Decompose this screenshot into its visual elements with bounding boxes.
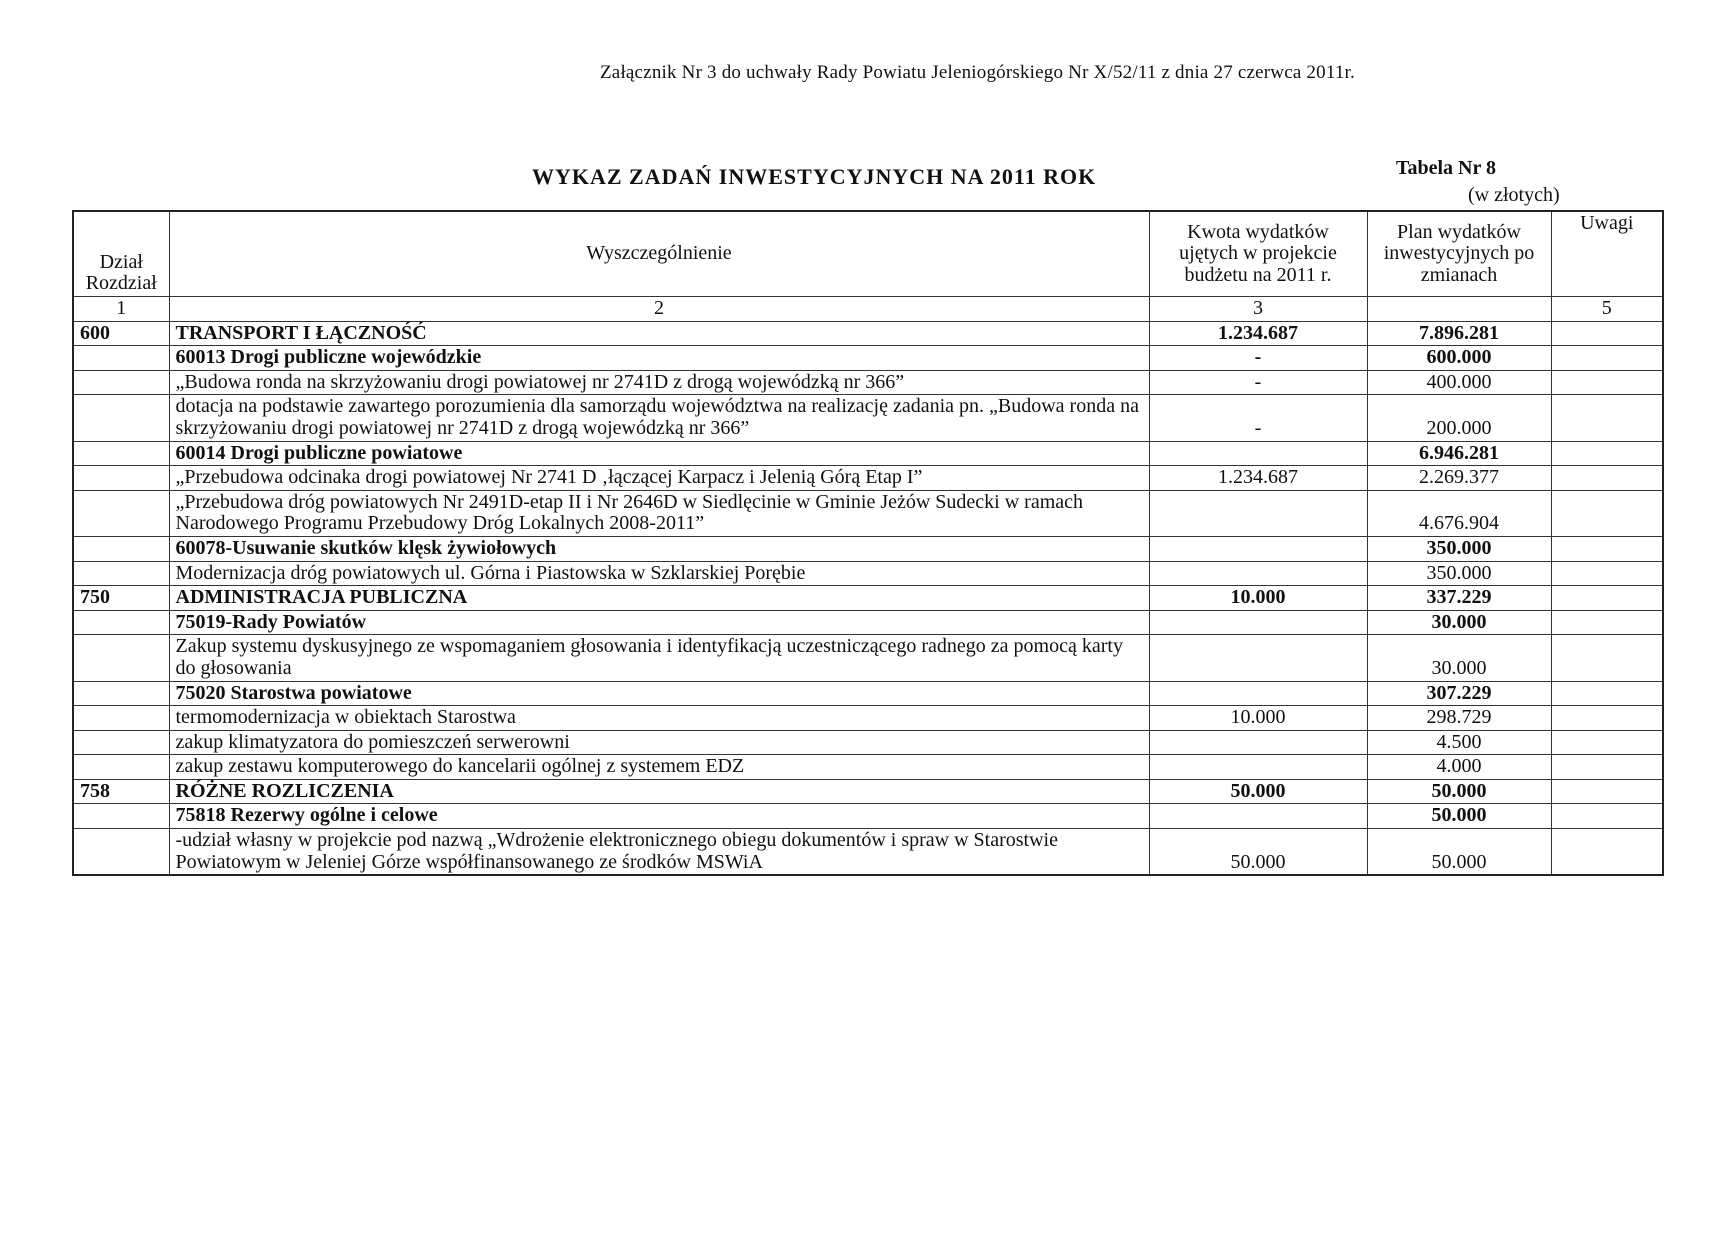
cell-dzial [73,706,169,731]
cell-plan: 4.500 [1367,730,1551,755]
currency-units: (w złotych) [1468,184,1560,206]
cell-dzial [73,681,169,706]
cell-uwagi [1551,706,1663,731]
cell-uwagi [1551,730,1663,755]
table-row [73,610,1663,635]
cell-plan: 50.000 [1367,804,1551,829]
header-dzial-rozdzial: Dział Rozdział [73,211,169,297]
cell-dzial [73,395,169,441]
cell-kwota: - [1149,370,1367,395]
cell-desc: 75818 Rezerwy ogólne i celowe [169,804,1149,829]
cell-uwagi [1551,395,1663,441]
header-plan-wydatkow: Plan wydatków inwestycyjnych po zmianach [1367,211,1551,297]
table-header-row [73,211,1663,297]
cell-plan: 7.896.281 [1367,321,1551,346]
cell-uwagi [1551,466,1663,491]
cell-desc: RÓŻNE ROZLICZENIA [169,779,1149,804]
cell-uwagi [1551,635,1663,681]
table-row [73,635,1663,681]
table-row [73,561,1663,586]
table-row [73,466,1663,491]
cell-dzial [73,610,169,635]
cell-uwagi [1551,346,1663,371]
cell-kwota [1149,610,1367,635]
cell-uwagi [1551,441,1663,466]
cell-dzial [73,346,169,371]
cell-uwagi [1551,610,1663,635]
cell-plan: 350.000 [1367,536,1551,561]
cell-kwota: 10.000 [1149,706,1367,731]
table-row [73,321,1663,346]
cell-uwagi [1551,681,1663,706]
column-number-4 [1367,297,1551,322]
cell-dzial [73,490,169,536]
cell-plan: 350.000 [1367,561,1551,586]
cell-desc: -udział własny w projekcie pod nazwą „Wdrożenie elektronicznego obiegu dokumentów i spraw w Starostwie Powiatowym w Jeleniej Górze współfinansowanego ze środków MSWiA [169,829,1149,876]
cell-desc: termomodernizacja w obiektach Starostwa [169,706,1149,731]
cell-dzial [73,441,169,466]
table-row [73,730,1663,755]
cell-plan: 30.000 [1367,610,1551,635]
cell-plan: 30.000 [1367,635,1551,681]
header-wyszczegolnienie: Wyszczególnienie [169,211,1149,297]
table-row [73,586,1663,611]
cell-uwagi [1551,561,1663,586]
cell-plan: 50.000 [1367,829,1551,876]
investment-table [72,210,1664,876]
cell-desc: 60078-Usuwanie skutków klęsk żywiołowych [169,536,1149,561]
cell-kwota: 10.000 [1149,586,1367,611]
cell-plan: 298.729 [1367,706,1551,731]
table-number: Tabela Nr 8 [1396,157,1497,179]
cell-desc: dotacja na podstawie zawartego porozumienia dla samorządu województwa na realizację zadania pn. „Budowa ronda na skrzyżowaniu drogi powiatowej nr 2741D z drogą wojewódzką nr 366” [169,395,1149,441]
cell-uwagi [1551,804,1663,829]
cell-dzial: 758 [73,779,169,804]
cell-dzial [73,466,169,491]
cell-desc: 60013 Drogi publiczne wojewódzkie [169,346,1149,371]
cell-kwota [1149,635,1367,681]
cell-dzial [73,561,169,586]
cell-desc: TRANSPORT I ŁĄCZNOŚĆ [169,321,1149,346]
cell-desc: zakup zestawu komputerowego do kancelarii ogólnej z systemem EDZ [169,755,1149,780]
header-kwota-wydatkow: Kwota wydatków ujętych w projekcie budżetu na 2011 r. [1149,211,1367,297]
table-row [73,490,1663,536]
table-row [73,706,1663,731]
cell-kwota: 1.234.687 [1149,466,1367,491]
cell-dzial [73,755,169,780]
cell-uwagi [1551,321,1663,346]
cell-desc: Zakup systemu dyskusyjnego ze wspomaganiem głosowania i identyfikacją uczestniczącego radnego za pomocą karty do głosowania [169,635,1149,681]
cell-desc: ADMINISTRACJA PUBLICZNA [169,586,1149,611]
cell-plan: 307.229 [1367,681,1551,706]
cell-plan: 50.000 [1367,779,1551,804]
cell-kwota: 50.000 [1149,779,1367,804]
cell-dzial [73,536,169,561]
cell-dzial [73,804,169,829]
document-title: WYKAZ ZADAŃ INWESTYCYJNYCH NA 2011 ROK [532,164,1097,189]
annex-reference: Załącznik Nr 3 do uchwały Rady Powiatu Jeleniogórskiego Nr X/52/11 z dnia 27 czerwca 2011r. [600,62,1355,83]
cell-plan: 337.229 [1367,586,1551,611]
cell-kwota [1149,755,1367,780]
header-uwagi: Uwagi [1551,211,1663,297]
cell-uwagi [1551,829,1663,876]
cell-desc: zakup klimatyzatora do pomieszczeń serwerowni [169,730,1149,755]
cell-desc: 75019-Rady Powiatów [169,610,1149,635]
cell-desc: 60014 Drogi publiczne powiatowe [169,441,1149,466]
cell-desc: „Przebudowa odcinaka drogi powiatowej Nr 2741 D ‚łączącej Karpacz i Jelenią Górą Etap I” [169,466,1149,491]
cell-kwota: - [1149,395,1367,441]
table-row [73,395,1663,441]
cell-uwagi [1551,755,1663,780]
cell-dzial [73,730,169,755]
cell-kwota [1149,681,1367,706]
cell-kwota [1149,536,1367,561]
cell-uwagi [1551,490,1663,536]
table-row [73,441,1663,466]
cell-desc: „Przebudowa dróg powiatowych Nr 2491D-etap II i Nr 2646D w Siedlęcinie w Gminie Jeżów Sudecki w ramach Narodowego Programu Przebudowy Dróg Lokalnych 2008-2011” [169,490,1149,536]
cell-plan: 2.269.377 [1367,466,1551,491]
column-number-row [73,297,1663,322]
cell-kwota [1149,804,1367,829]
column-number-1: 1 [73,297,169,322]
cell-plan: 400.000 [1367,370,1551,395]
cell-uwagi [1551,536,1663,561]
cell-plan: 600.000 [1367,346,1551,371]
cell-desc: Modernizacja dróg powiatowych ul. Górna i Piastowska w Szklarskiej Porębie [169,561,1149,586]
cell-kwota [1149,490,1367,536]
table-row [73,536,1663,561]
column-number-2: 2 [169,297,1149,322]
cell-kwota: 1.234.687 [1149,321,1367,346]
cell-plan: 6.946.281 [1367,441,1551,466]
table-row [73,829,1663,876]
cell-dzial [73,635,169,681]
table-row [73,370,1663,395]
cell-kwota: 50.000 [1149,829,1367,876]
table-row [73,755,1663,780]
cell-dzial: 600 [73,321,169,346]
cell-uwagi [1551,370,1663,395]
cell-kwota [1149,441,1367,466]
cell-plan: 4.676.904 [1367,490,1551,536]
cell-plan: 4.000 [1367,755,1551,780]
table-row [73,346,1663,371]
table-row [73,804,1663,829]
cell-dzial [73,370,169,395]
cell-uwagi [1551,586,1663,611]
cell-uwagi [1551,779,1663,804]
cell-kwota: - [1149,346,1367,371]
cell-dzial [73,829,169,876]
cell-kwota [1149,730,1367,755]
cell-plan: 200.000 [1367,395,1551,441]
table-row [73,681,1663,706]
column-number-3: 3 [1149,297,1367,322]
column-number-5: 5 [1551,297,1663,322]
cell-desc: 75020 Starostwa powiatowe [169,681,1149,706]
table-row [73,779,1663,804]
cell-desc: „Budowa ronda na skrzyżowaniu drogi powiatowej nr 2741D z drogą wojewódzką nr 366” [169,370,1149,395]
cell-dzial: 750 [73,586,169,611]
cell-kwota [1149,561,1367,586]
